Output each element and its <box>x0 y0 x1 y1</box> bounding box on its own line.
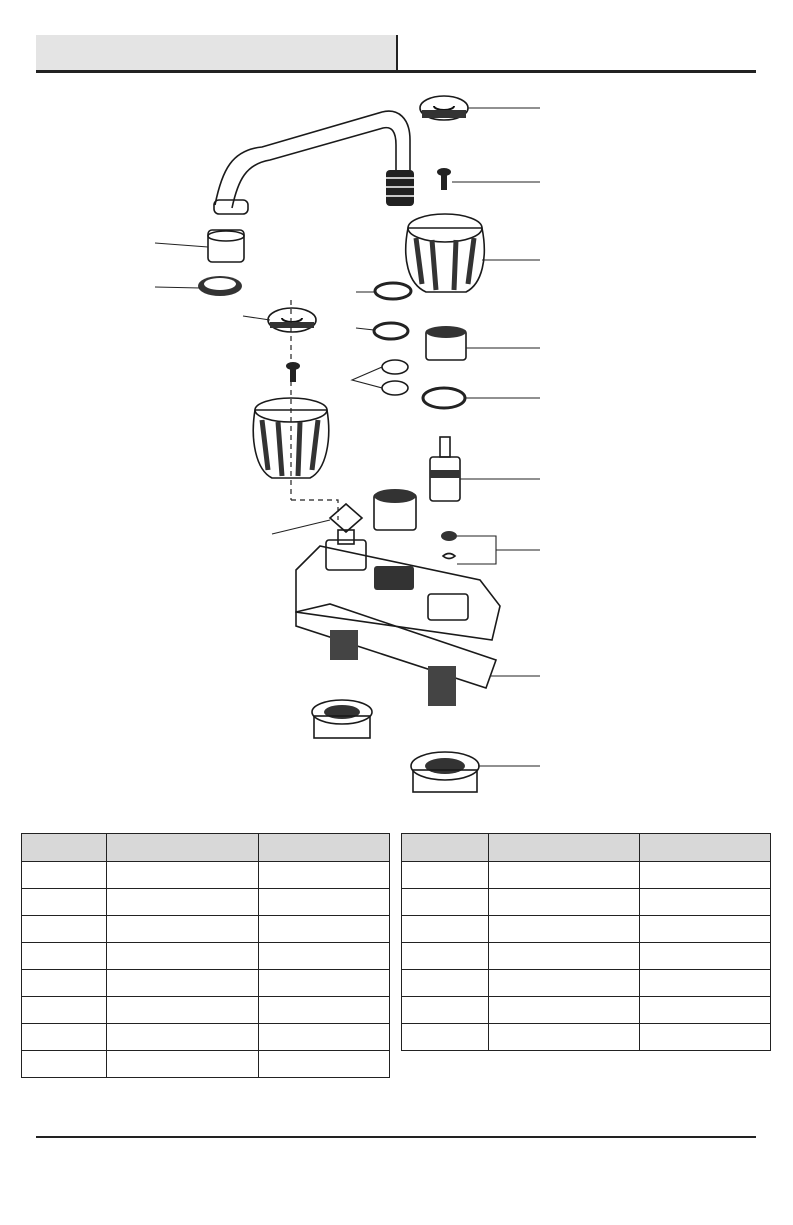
table-cell <box>259 862 390 889</box>
faucet-body <box>296 540 500 640</box>
table-header-row <box>22 834 390 862</box>
table-row <box>22 943 390 970</box>
retainer-clip <box>374 323 408 339</box>
table-row <box>22 862 390 889</box>
parts-table-right <box>401 833 771 1051</box>
table-cell <box>640 889 771 916</box>
spout <box>214 111 414 214</box>
table-row <box>402 916 771 943</box>
washers <box>382 360 408 395</box>
table-cell <box>402 889 489 916</box>
cartridge <box>430 437 460 501</box>
table-cell <box>489 889 640 916</box>
handle-screw-left <box>286 362 300 382</box>
table-cell <box>259 916 390 943</box>
spout-nut <box>374 489 416 530</box>
table-cell <box>22 943 107 970</box>
table-cell <box>489 943 640 970</box>
table-cell <box>259 1051 390 1078</box>
table-cell <box>402 970 489 997</box>
table-cell <box>22 1051 107 1078</box>
table-cell <box>640 943 771 970</box>
table-cell <box>107 862 259 889</box>
mounting-nut-left <box>312 700 372 738</box>
table-cell <box>107 997 259 1024</box>
aerator <box>208 230 244 262</box>
table-row <box>22 1024 390 1051</box>
table-row <box>402 889 771 916</box>
table-cell <box>402 1024 489 1051</box>
table-cell <box>402 916 489 943</box>
seat-and-spring <box>441 531 457 559</box>
table-cell <box>402 997 489 1024</box>
handle-right <box>406 214 485 292</box>
table-row <box>22 1051 390 1078</box>
table-cell <box>489 970 640 997</box>
table-cell <box>640 970 771 997</box>
table-row <box>22 997 390 1024</box>
footer-rule <box>36 1136 756 1138</box>
table-cell <box>107 1024 259 1051</box>
table-cell <box>259 1024 390 1051</box>
table-row <box>22 970 390 997</box>
table-row <box>22 889 390 916</box>
table-row <box>402 943 771 970</box>
column-header <box>259 834 390 862</box>
table-cell <box>22 997 107 1024</box>
table-row <box>402 1024 771 1051</box>
leader-lines <box>155 108 540 766</box>
gasket <box>423 388 465 408</box>
table-row <box>22 916 390 943</box>
table-cell <box>640 997 771 1024</box>
table-cell <box>489 862 640 889</box>
table-cell <box>402 943 489 970</box>
column-header <box>402 834 489 862</box>
column-header <box>640 834 771 862</box>
table-cell <box>22 862 107 889</box>
table-cell <box>402 862 489 889</box>
table-cell <box>107 916 259 943</box>
table-cell <box>22 889 107 916</box>
column-header <box>489 834 640 862</box>
aerator-washer <box>198 276 242 296</box>
table-cell <box>259 943 390 970</box>
table-cell <box>22 916 107 943</box>
o-ring <box>375 283 411 299</box>
column-header <box>107 834 259 862</box>
table-cell <box>640 916 771 943</box>
table-cell <box>259 997 390 1024</box>
index-cap-right <box>420 96 468 120</box>
table-cell <box>259 889 390 916</box>
table-cell <box>107 970 259 997</box>
table-cell <box>107 943 259 970</box>
table-cell <box>107 1051 259 1078</box>
table-cell <box>22 970 107 997</box>
table-header-row <box>402 834 771 862</box>
column-header <box>22 834 107 862</box>
table-cell <box>489 1024 640 1051</box>
bonnet-nut <box>426 326 466 360</box>
stem-extension <box>330 504 362 544</box>
index-cap-left <box>268 308 316 332</box>
mounting-nut-right <box>411 752 479 792</box>
table-cell <box>107 889 259 916</box>
table-row <box>402 997 771 1024</box>
table-row <box>402 970 771 997</box>
table-cell <box>640 862 771 889</box>
parts-table-left <box>21 833 390 1078</box>
table-row <box>402 862 771 889</box>
table-cell <box>22 1024 107 1051</box>
table-cell <box>489 916 640 943</box>
table-cell <box>489 997 640 1024</box>
table-cell <box>640 1024 771 1051</box>
table-cell <box>259 970 390 997</box>
handle-screw-right <box>437 168 451 190</box>
